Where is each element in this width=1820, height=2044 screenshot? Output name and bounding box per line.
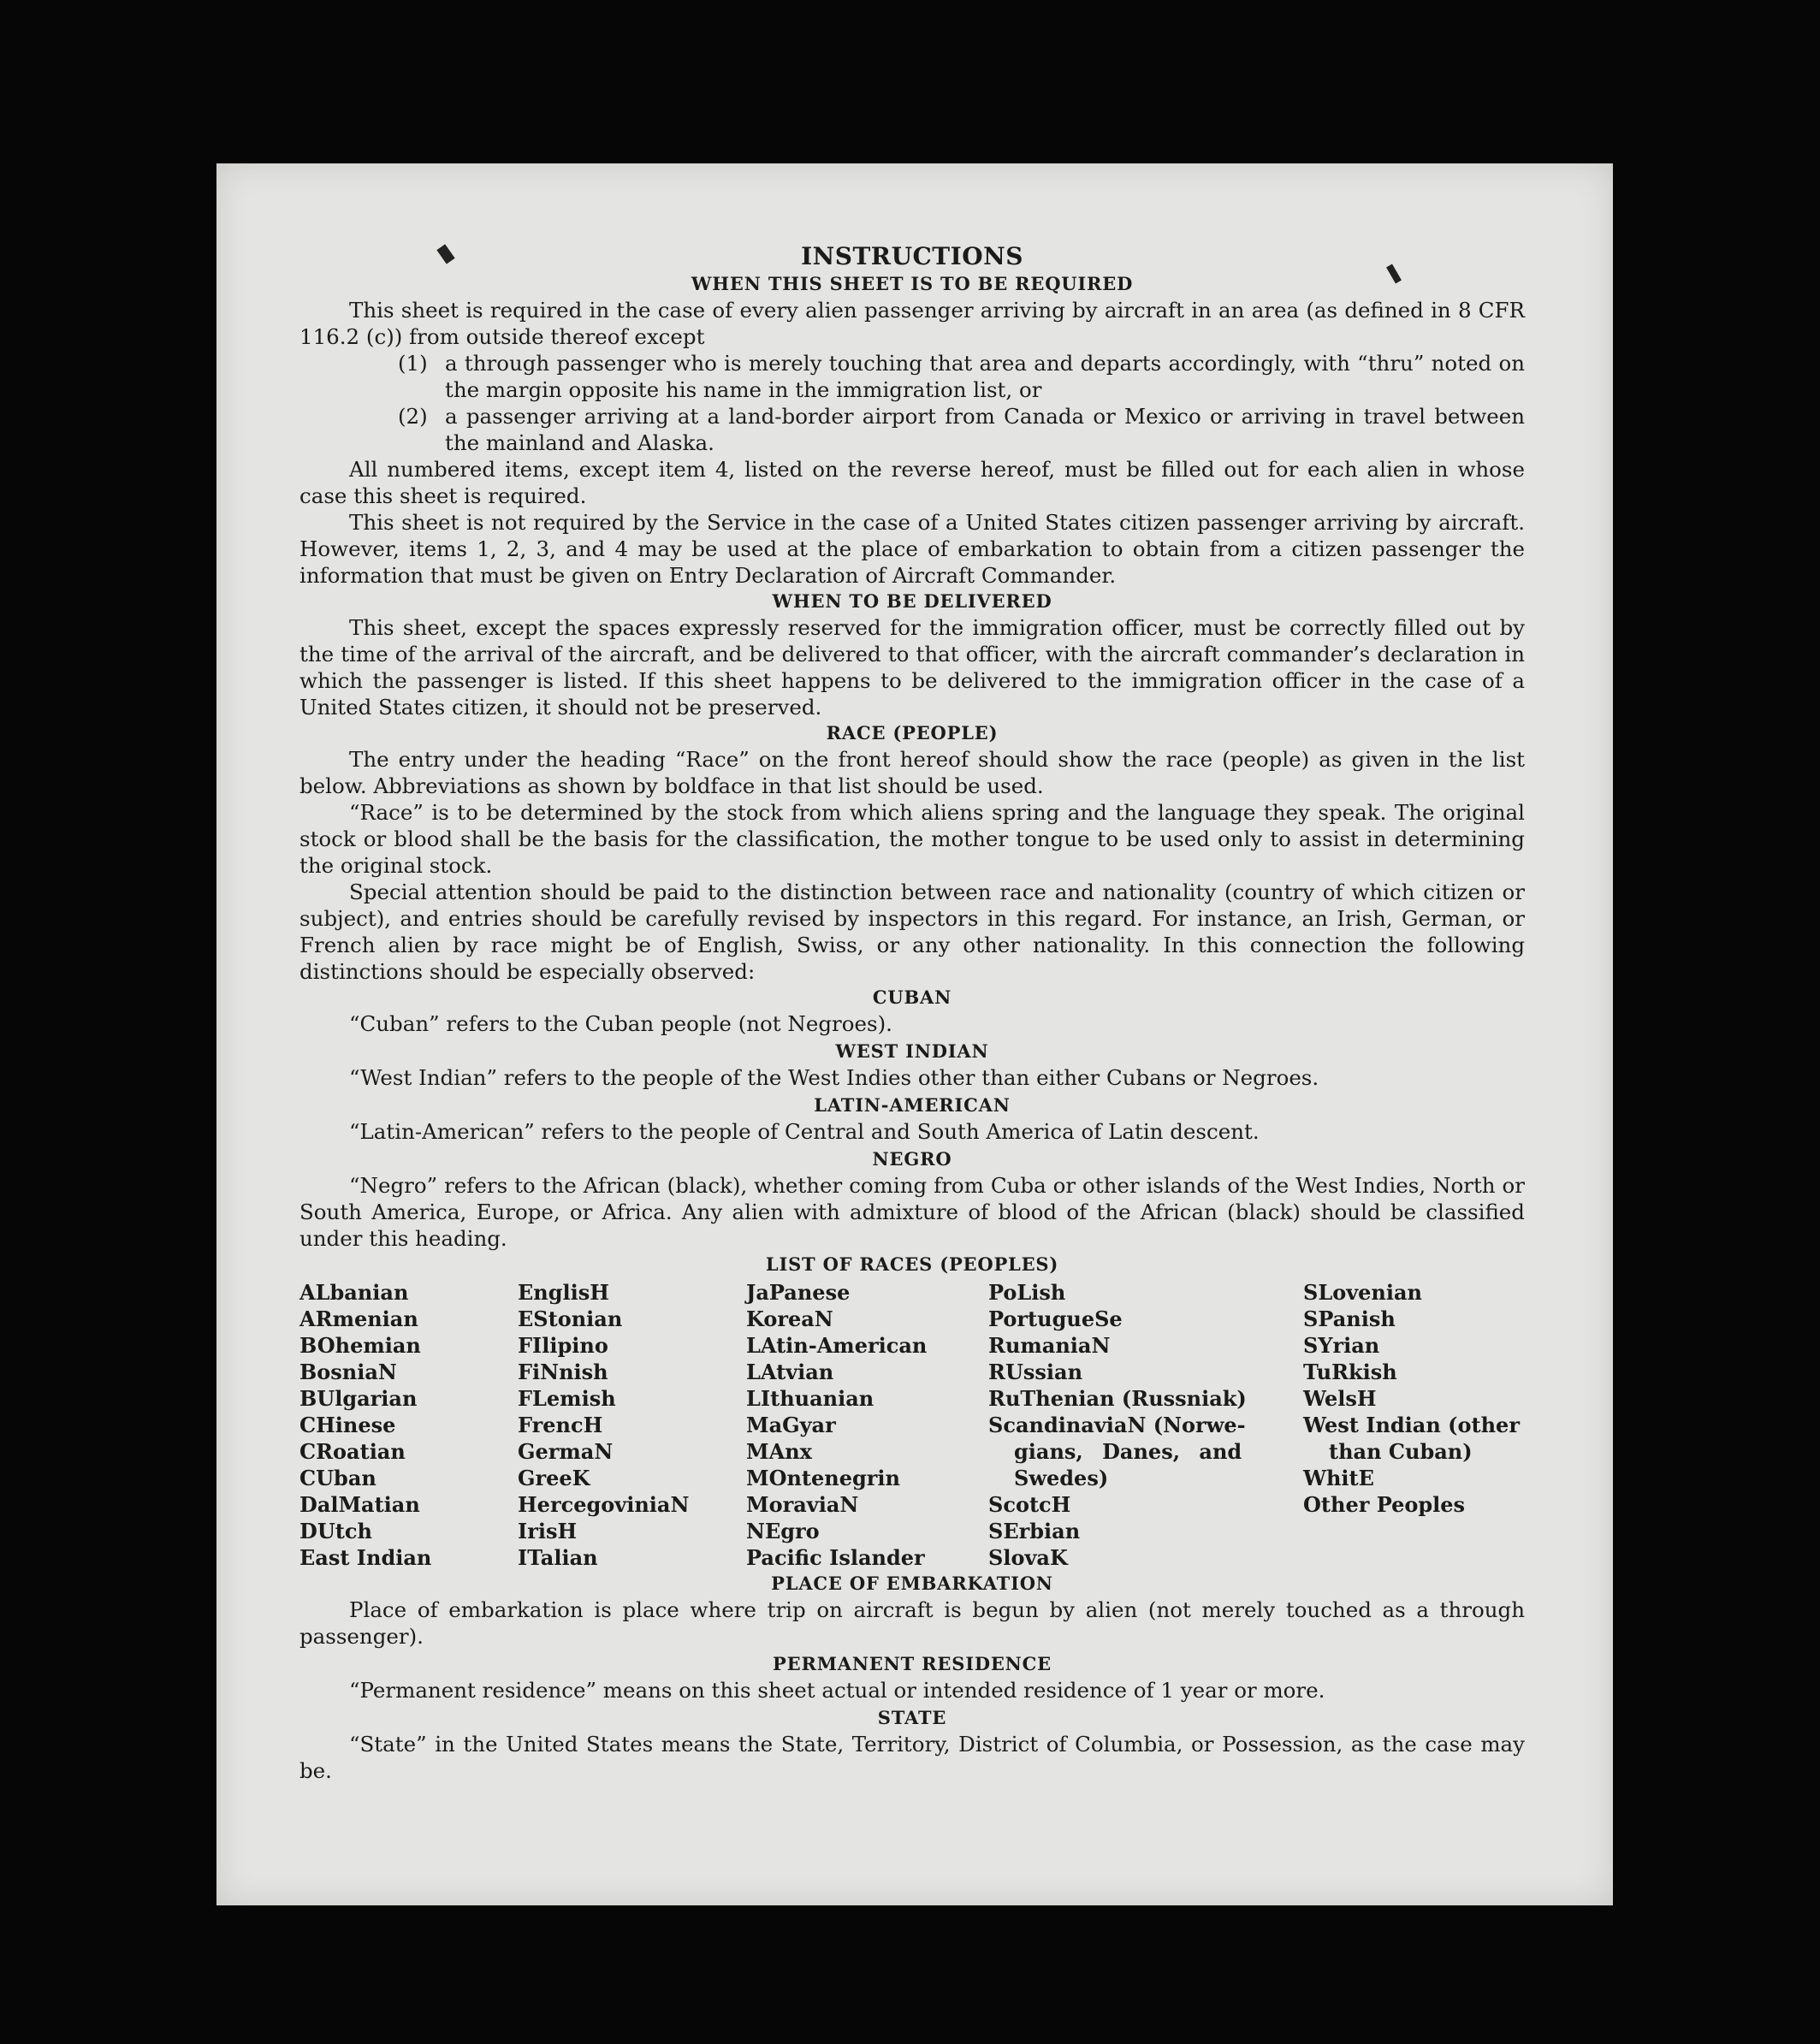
- list-item: BosniaN: [299, 1360, 397, 1384]
- races-table: [299, 1279, 1525, 1571]
- list-item: Pacific Islander: [746, 1545, 925, 1570]
- list-item: BOhemian: [299, 1333, 421, 1358]
- races-column-5: [1303, 1279, 1525, 1571]
- list-item: EStonian: [518, 1306, 623, 1331]
- list-item: CHinese: [299, 1413, 396, 1437]
- paragraph: “Permanent residence” means on this sheet actual or intended residence of 1 year or more.: [349, 1678, 1325, 1703]
- paragraph: “Latin-American” refers to the people of Central and South America of Latin descent.: [349, 1119, 1260, 1144]
- list-item: LAtvian: [746, 1360, 834, 1384]
- list-item: SErbian: [988, 1519, 1081, 1543]
- list-item: LAtin-American: [746, 1333, 928, 1358]
- list-item: PoLish: [988, 1280, 1066, 1305]
- paragraph: This sheet, except the spaces expressly reserved for the immigration officer, must be correctly filled out by the time of the arrival of the aircraft, and be delivered to that officer, with the aircraft commander’s declaration in which the passenger is listed. If this sheet happens to be delivered to the immigration officer in the case of a United States citizen, it should not be preserved.: [299, 615, 1525, 720]
- list-item: GermaN: [518, 1439, 614, 1464]
- section-heading-latin-american: LATIN-AMERICAN: [814, 1094, 1011, 1116]
- item-number: (2): [398, 404, 428, 429]
- list-item: CUban: [299, 1466, 376, 1490]
- list-item: MAnx: [746, 1439, 812, 1464]
- item-text: a passenger arriving at a land-border airport from Canada or Mexico or arriving in travel between the mainland and Alaska.: [445, 404, 1525, 455]
- section-heading-list-of-races: LIST OF RACES (PEOPLES): [765, 1253, 1059, 1275]
- list-item: EnglisH: [518, 1280, 609, 1305]
- paragraph: “West Indian” refers to the people of the West Indies other than either Cubans or Negroes.: [349, 1065, 1319, 1090]
- list-item: ITalian: [518, 1545, 598, 1570]
- list-item: DUtch: [299, 1519, 372, 1543]
- paragraph: “State” in the United States means the State, Territory, District of Columbia, or Possession, as the case may be.: [299, 1732, 1525, 1783]
- list-item: than Cuban): [1329, 1439, 1473, 1464]
- item-number: (1): [398, 351, 428, 376]
- section-heading-race: RACE (PEOPLE): [826, 722, 999, 744]
- races-column-3: [746, 1279, 988, 1571]
- list-item: ScandinaviaN (Norwe-: [988, 1413, 1246, 1437]
- list-item: ScotcH: [988, 1492, 1071, 1517]
- paragraph: This sheet is required in the case of every alien passenger arriving by aircraft in an area (as defined in 8 CFR 116.2 (c)) from outside thereof except: [299, 298, 1525, 349]
- list-item: RUssian: [988, 1360, 1083, 1384]
- list-item: ARmenian: [299, 1306, 418, 1331]
- races-column-4: [988, 1279, 1303, 1571]
- list-item: PortugueSe: [988, 1306, 1123, 1331]
- list-item: FIlipino: [518, 1333, 608, 1358]
- section-heading-negro: NEGRO: [872, 1148, 952, 1170]
- list-item: HercegoviniaN: [518, 1492, 690, 1517]
- paragraph: Place of embarkation is place where trip on aircraft is begun by alien (not merely touched as a through passenger).: [299, 1597, 1525, 1649]
- section-heading-cuban: CUBAN: [872, 986, 952, 1008]
- section-heading-delivered: WHEN TO BE DELIVERED: [772, 590, 1052, 612]
- list-item: East Indian: [299, 1545, 432, 1570]
- page-title: INSTRUCTIONS: [801, 242, 1023, 270]
- list-item: ALbanian: [299, 1280, 409, 1305]
- list-item: Other Peoples: [1303, 1492, 1466, 1517]
- list-item: CRoatian: [299, 1439, 406, 1464]
- list-item: SlovaK: [988, 1545, 1068, 1570]
- list-item: Swedes): [1014, 1466, 1109, 1490]
- list-item: RuThenian (Russniak): [988, 1386, 1247, 1411]
- list-item: JaPanese: [746, 1280, 851, 1305]
- list-item: KoreaN: [746, 1306, 833, 1331]
- instructions-content: [299, 242, 1525, 1784]
- list-item: IrisH: [518, 1519, 578, 1543]
- list-item: MoraviaN: [746, 1492, 859, 1517]
- list-item: DalMatian: [299, 1492, 420, 1517]
- paragraph: This sheet is not required by the Service in the case of a United States citizen passenger arriving by aircraft. However, items 1, 2, 3, and 4 may be used at the place of embarkation to obtain from a citizen passenger the information that must be given on Entry Declaration of Aircraft Commander.: [299, 510, 1525, 588]
- list-item: SLovenian: [1303, 1280, 1422, 1305]
- list-item: WelsH: [1303, 1386, 1377, 1411]
- paragraph: “Cuban” refers to the Cuban people (not Negroes).: [349, 1011, 892, 1036]
- paragraph: “Race” is to be determined by the stock from which aliens spring and the language they speak. The original stock or blood shall be the basis for the classification, the mother tongue to be used only to assist in determining the original stock.: [299, 800, 1525, 878]
- list-item: BUlgarian: [299, 1386, 418, 1411]
- list-item: RumaniaN: [988, 1333, 1111, 1358]
- item-text: a through passenger who is merely touching that area and departs accordingly, with “thru” noted on the margin opposite his name in the immigration list, or: [445, 351, 1525, 402]
- section-heading-permanent-residence: PERMANENT RESIDENCE: [773, 1653, 1052, 1674]
- paragraph: “Negro” refers to the African (black), whether coming from Cuba or other islands of the West Indies, North or South America, Europe, or Africa. Any alien with admixture of blood of the African (black) should be classified under this heading.: [299, 1173, 1525, 1251]
- list-item: TuRkish: [1303, 1360, 1397, 1384]
- list-item: FiNnish: [518, 1360, 608, 1384]
- list-item: gians, Danes, and: [1014, 1439, 1242, 1464]
- list-item: [398, 403, 1525, 456]
- section-heading-embarkation: PLACE OF EMBARKATION: [771, 1573, 1053, 1594]
- paragraph: All numbered items, except item 4, listed on the reverse hereof, must be filled out for each alien in whose case this sheet is required.: [299, 457, 1525, 508]
- list-item: MOntenegrin: [746, 1466, 900, 1490]
- list-item: MaGyar: [746, 1413, 836, 1437]
- paragraph: The entry under the heading “Race” on the front hereof should show the race (people) as given in the list below. Abbreviations as shown by boldface in that list should be used.: [299, 747, 1525, 798]
- section-heading-west-indian: WEST INDIAN: [835, 1040, 989, 1062]
- list-item: GreeK: [518, 1466, 590, 1490]
- list-item: WhitE: [1303, 1466, 1374, 1490]
- paragraph: Special attention should be paid to the distinction between race and nationality (country of which citizen or subject), and entries should be carefully revised by inspectors in this regard. For instance, an Irish, German, or French alien by race might be of English, Swiss, or any other nationality. In this connection the following distinctions should be especially observed:: [299, 880, 1525, 984]
- list-item: SPanish: [1303, 1306, 1396, 1331]
- list-item: FLemish: [518, 1386, 616, 1411]
- list-item: NEgro: [746, 1519, 820, 1543]
- list-item: West Indian (other: [1303, 1413, 1520, 1437]
- section-heading-required: WHEN THIS SHEET IS TO BE REQUIRED: [691, 273, 1134, 294]
- document-page: [216, 163, 1613, 1905]
- list-item: [398, 350, 1525, 403]
- races-column-2: [518, 1279, 746, 1571]
- list-item: LIthuanian: [746, 1386, 874, 1411]
- races-column-1: [299, 1279, 518, 1571]
- section-heading-state: STATE: [877, 1707, 947, 1728]
- list-item: SYrian: [1303, 1333, 1380, 1358]
- list-item: FrencH: [518, 1413, 603, 1437]
